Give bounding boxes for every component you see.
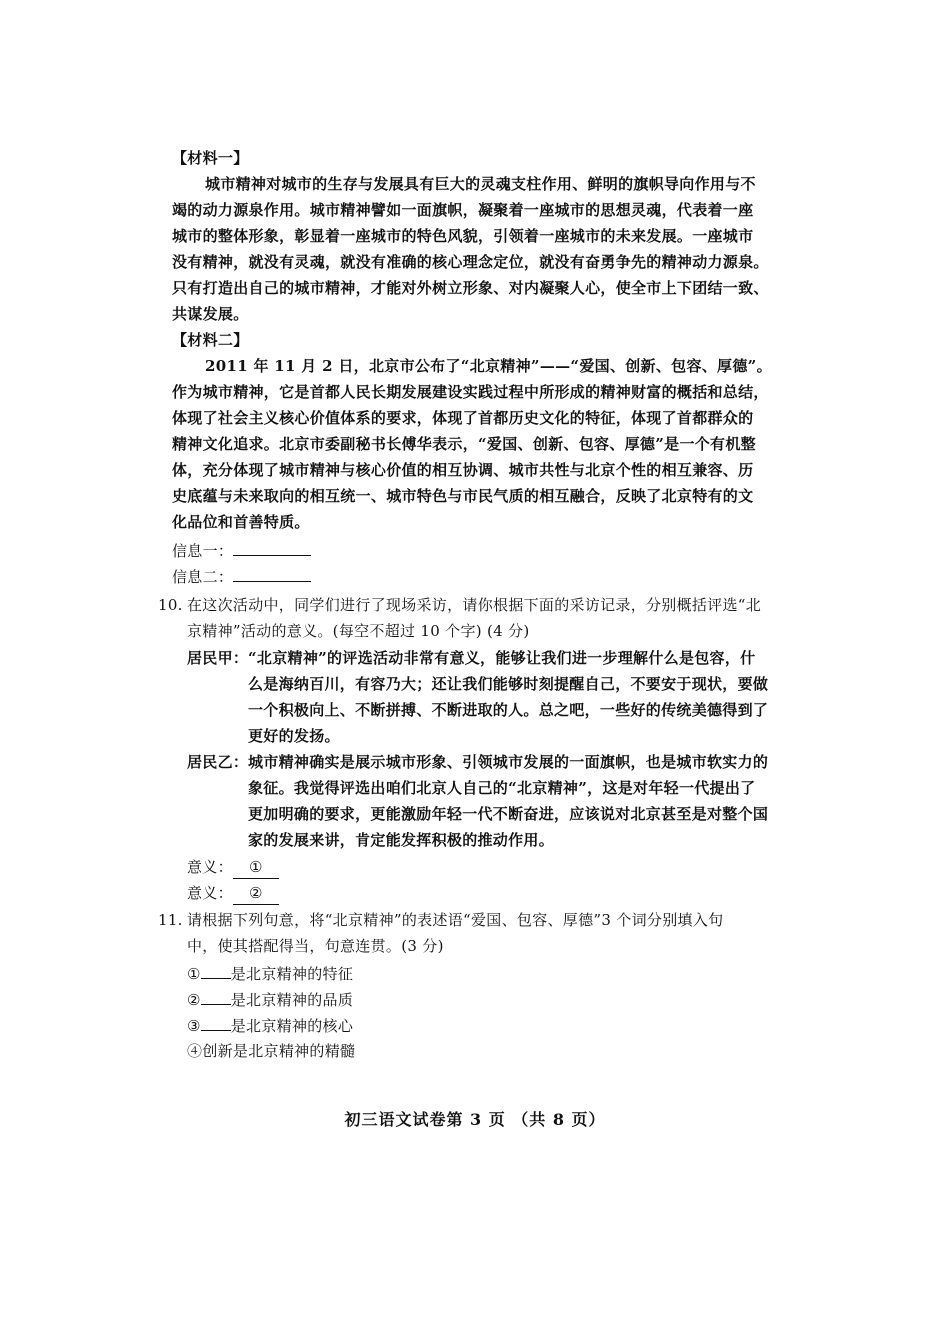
meaning1-answer-blank[interactable] [233,856,279,879]
resident-b-label: 居民乙： [187,753,249,771]
material2-line: 精神文化追求。北京市委副秘书长傅华表示，“爱国、创新、包容、厚德”是一个有机整 [172,435,756,453]
resident-b-line: 更加明确的要求，更能激励年轻一代不断奋进，应该说对北京甚至是对整个国 [248,805,769,823]
material1-line: 只有打造出自己的城市精神，才能对外树立形象、对内凝聚人心，使全市上下团结一致、 [172,279,769,297]
material1-line: 共谋发展。 [172,305,249,323]
info1-row [172,539,311,562]
meaning2-answer-blank[interactable] [233,882,279,905]
meaning2-label: 意义： [187,884,233,902]
material2-line: 2011 年 11 月 2 日，北京市公布了“北京精神”——“爱国、创新、包容、厚德”。 [205,357,772,375]
page-footer: 初三语文试卷第 3 页 （共 8 页） [344,1110,606,1129]
material2-line: 体，充分体现了城市精神与核心价值的相互协调、城市共性与北京个性的相互兼容、历 [172,461,754,479]
resident-a-line: 一个积极向上、不断拼搏、不断进取的人。总之吧，一些好的传统美德得到了 [248,701,769,719]
material2-line: 体现了社会主义核心价值体系的要求，体现了首都历史文化的特征，体现了首都群众的 [172,409,754,427]
q11-item [187,988,353,1011]
material2-line: 史底蕴与未来取向的相互统一、城市特色与市民气质的相互融合，反映了北京特有的文 [172,487,754,505]
material2-heading: 【材料二】 [172,331,249,349]
material1-heading: 【材料一】 [172,149,249,167]
meaning1-row [187,856,279,879]
q11-item-text: 是北京精神的核心 [230,1017,354,1035]
info2-label: 信息二： [172,568,234,586]
info1-label: 信息一： [172,542,234,560]
resident-b-line: 家的发展来讲，肯定能发挥积极的推动作用。 [248,831,555,849]
resident-b-line: 城市精神确实是展示城市形象、引领城市发展的一面旗帜，也是城市软实力的 [248,753,769,771]
q11-number: 11. [158,911,183,929]
q11-item-text: 是北京精神的特征 [230,965,354,983]
material1-line: 城市的整体形象，彰显着一座城市的特色风貌，引领着一座城市的未来发展。一座城市 [172,227,754,245]
q11-item-text: 是北京精神的品质 [230,991,354,1009]
q11-stem: 中，使其搭配得当，句意连贯。(3 分) [187,937,444,955]
resident-a-line: “北京精神”的评选活动非常有意义，能够让我们进一步理解什么是包容，什 [248,649,756,667]
q10-stem: 在这次活动中，同学们进行了现场采访，请你根据下面的采访记录，分别概括评选“北 [187,596,762,614]
meaning1-label: 意义： [187,858,233,876]
q11-item-mark: ① [187,965,201,983]
material1-line: 没有精神，就没有灵魂，就没有准确的核心理念定位，就没有奋勇争先的精神动力源泉。 [172,253,769,271]
material1-line: 城市精神对城市的生存与发展具有巨大的灵魂支柱作用、鲜明的旗帜导向作用与不 [205,175,756,193]
resident-b-line: 象征。我觉得评选出咱们北京人自己的“北京精神”，这是对年轻一代提出了 [248,779,756,797]
info2-answer-blank[interactable] [233,565,311,582]
resident-a-label: 居民甲： [187,649,249,667]
meaning2-mark: ② [249,884,263,902]
meaning2-row [187,882,279,905]
q11-item [187,1014,353,1037]
meaning1-mark: ① [249,858,263,876]
material2-line: 作为城市精神，它是首都人民长期发展建设实践过程中所形成的精神财富的概括和总结， [172,383,769,401]
material2-line: 化品位和首善特质。 [172,513,310,531]
resident-a-line: 么是海纳百川，有容乃大；还让我们能够时刻提醒自己，不要安于现状，要做 [248,675,769,693]
q10-stem: 京精神”活动的意义。(每空不超过 10 个字) (4 分) [187,622,530,640]
q11-stem: 请根据下列句意，将“北京精神”的表述语“爱国、包容、厚德”3 个词分别填入句 [187,911,724,929]
resident-a-line: 更好的发扬。 [248,727,340,745]
q11-item [187,1040,355,1062]
q10-number: 10. [158,596,183,614]
q11-item3-answer-blank[interactable] [201,1014,231,1031]
q11-item1-answer-blank[interactable] [201,962,231,979]
q11-item-text: 创新是北京精神的精髓 [202,1042,356,1060]
q11-item2-answer-blank[interactable] [201,988,231,1005]
material1-line: 竭的动力源泉作用。城市精神譬如一面旗帜，凝聚着一座城市的思想灵魂，代表着一座 [172,201,754,219]
info1-answer-blank[interactable] [233,539,311,556]
q11-item-mark: ④ [187,1042,203,1060]
q11-item [187,962,353,985]
info2-row [172,565,311,588]
q11-item-mark: ③ [187,1017,201,1035]
q11-item-mark: ② [187,991,201,1009]
